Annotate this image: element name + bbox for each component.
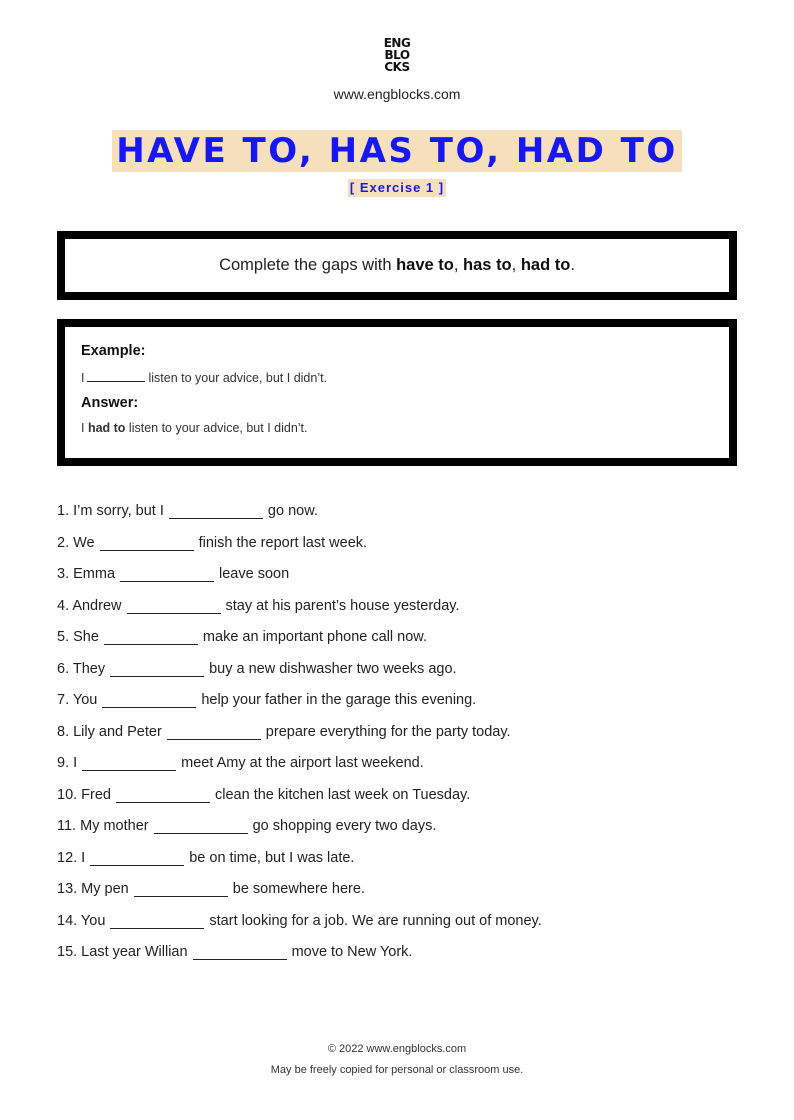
logo-line-2: BLO <box>384 48 410 62</box>
example-box <box>57 319 737 466</box>
answer-after: listen to your advice, but I didn’t. <box>125 421 308 435</box>
footer <box>0 1043 794 1085</box>
exercise-item <box>57 755 542 787</box>
item-text-after: make an important phone call now. <box>202 629 427 645</box>
example-gap <box>87 369 145 382</box>
answer-gap[interactable] <box>116 787 210 803</box>
answer-gap[interactable] <box>102 692 196 708</box>
exercise-list <box>57 503 542 976</box>
item-text-before: 14. You <box>57 912 106 929</box>
item-text-before: 1. I’m sorry, but I <box>57 503 164 519</box>
answer-before: I <box>81 421 88 435</box>
answer-gap[interactable] <box>110 661 204 677</box>
item-text-after: leave soon <box>219 566 290 582</box>
exercise-item <box>57 503 542 535</box>
item-text-after: start looking for a job. We are running out of money. <box>209 912 542 929</box>
item-text-after: prepare everything for the party today. <box>265 723 511 740</box>
item-text-after: clean the kitchen last week on Tuesday. <box>215 786 471 803</box>
instructions-term-has-to: has to <box>463 256 512 274</box>
answer-gap[interactable] <box>154 818 248 834</box>
example-after: listen to your advice, but I didn’t. <box>148 371 328 385</box>
example-sentence <box>81 369 729 391</box>
item-text-after: be somewhere here. <box>232 881 365 897</box>
answer-gap[interactable] <box>120 566 214 582</box>
item-text-before: 13. My pen <box>57 881 129 897</box>
instructions-box <box>57 231 737 300</box>
item-text-after: be on time, but I was late. <box>189 849 355 866</box>
exercise-item <box>57 818 542 850</box>
item-text-after: buy a new dishwasher two weeks ago. <box>209 660 457 677</box>
logo-line-1: ENG <box>383 36 411 50</box>
answer-gap[interactable] <box>167 724 261 740</box>
instructions-sep-1: , <box>453 256 464 274</box>
exercise-item <box>57 661 542 693</box>
item-text-after: meet Amy at the airport last weekend. <box>181 755 424 771</box>
item-text-after: help your father in the garage this evening. <box>201 692 477 708</box>
item-text-before: 15. Last year Willian <box>57 944 188 960</box>
instructions-prefix: Complete the gaps with <box>219 256 397 274</box>
instructions-term-had-to: had to <box>520 256 571 274</box>
answer-gap[interactable] <box>134 881 228 897</box>
exercise-item <box>57 944 542 976</box>
instructions-sep-2: , <box>511 256 521 274</box>
item-text-before: 9. I <box>57 755 78 771</box>
exercise-item <box>57 692 542 724</box>
answer-gap[interactable] <box>169 503 263 519</box>
example-label: Example: <box>81 343 146 359</box>
exercise-item <box>57 535 542 567</box>
item-text-after: go shopping every two days. <box>252 818 437 834</box>
exercise-item <box>57 724 542 756</box>
answer-gap[interactable] <box>193 944 287 960</box>
engblocks-logo <box>0 37 794 73</box>
item-text-after: finish the report last week. <box>198 534 368 551</box>
exercise-item <box>57 850 542 882</box>
item-text-after: stay at his parent’s house yesterday. <box>225 597 460 614</box>
example-before: I <box>81 371 85 385</box>
answer-gap[interactable] <box>100 535 194 551</box>
answer-gap[interactable] <box>104 629 198 645</box>
site-url: www.engblocks.com <box>333 86 461 102</box>
answer-gap[interactable] <box>82 755 176 771</box>
item-text-before: 3. Emma <box>57 566 116 582</box>
answer-gap[interactable] <box>127 598 221 614</box>
exercise-subtitle: [ Exercise 1 ] <box>349 180 445 195</box>
item-text-before: 4. Andrew <box>57 597 122 614</box>
item-text-before: 8. Lily and Peter <box>57 723 162 740</box>
item-text-before: 5. She <box>57 629 99 645</box>
answer-gap[interactable] <box>90 850 184 866</box>
exercise-item <box>57 787 542 819</box>
item-text-before: 11. My mother <box>57 818 149 834</box>
footer-copyright: © 2022 www.engblocks.com <box>327 1043 467 1055</box>
logo-line-3: CKS <box>384 60 410 74</box>
footer-note: May be freely copied for personal or classroom use. <box>270 1064 524 1076</box>
exercise-item <box>57 629 542 661</box>
instructions-text <box>219 256 575 275</box>
instructions-term-have-to: have to <box>396 256 454 274</box>
page-title: HAVE TO, HAS TO, HAD TO <box>112 130 682 172</box>
item-text-before: 7. You <box>57 692 98 708</box>
item-text-after: go now. <box>267 503 318 519</box>
exercise-item <box>57 598 542 630</box>
exercise-item <box>57 913 542 945</box>
item-text-before: 12. I <box>57 849 86 866</box>
item-text-before: 10. Fred <box>57 786 111 803</box>
item-text-before: 6. They <box>57 660 106 677</box>
exercise-item <box>57 881 542 913</box>
exercise-item <box>57 566 542 598</box>
answer-sentence <box>81 421 729 443</box>
instructions-suffix: . <box>570 256 575 274</box>
item-text-before: 2. We <box>57 534 95 551</box>
item-text-after: move to New York. <box>291 944 413 960</box>
answer-bold: had to <box>87 421 126 435</box>
answer-label: Answer: <box>81 395 139 411</box>
answer-gap[interactable] <box>110 913 204 929</box>
